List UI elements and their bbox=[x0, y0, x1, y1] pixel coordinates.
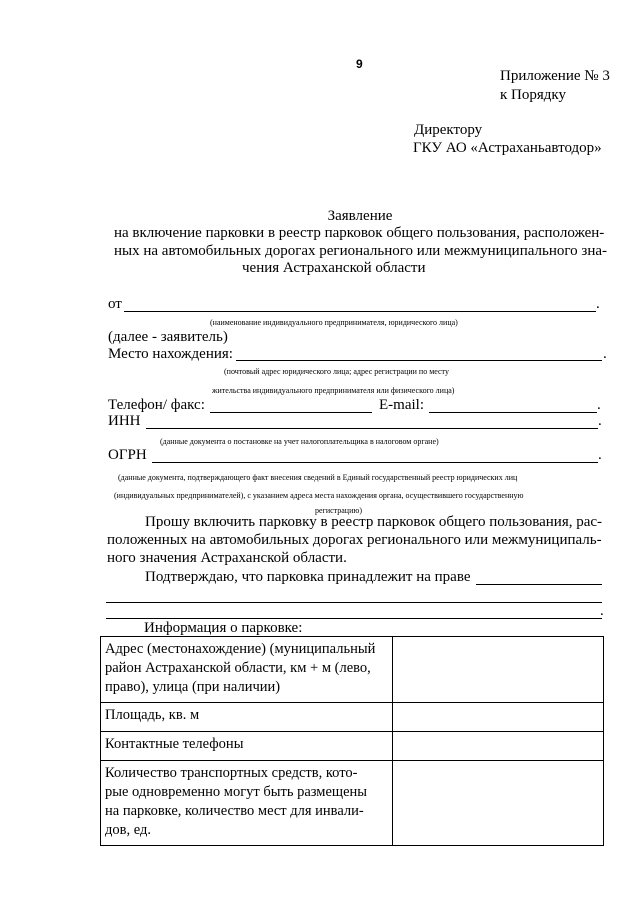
from-label: от bbox=[108, 296, 122, 312]
title-line-1: на включение парковки в реестр парковок общего пользования, расположен- bbox=[114, 225, 605, 241]
phones-value-cell[interactable] bbox=[393, 732, 604, 761]
title-line-2: ных на автомобильных дорогах регионального или межмуниципального зна- bbox=[114, 243, 608, 259]
address-label-cell bbox=[101, 637, 393, 703]
request-line-1: Прошу включить парковку в реестр парковок общего пользования, рас- bbox=[145, 514, 603, 530]
location-end-dot: . bbox=[603, 346, 607, 362]
email-end-dot: . bbox=[597, 397, 601, 413]
phone-field[interactable] bbox=[210, 412, 372, 413]
phones-label-cell bbox=[101, 732, 393, 761]
request-line-2: положенных на автомобильных дорогах регионального или межмуниципаль- bbox=[107, 532, 602, 548]
area-label-cell bbox=[101, 703, 393, 732]
location-caption-1: (почтовый адрес юридического лица; адрес регистрации по месту bbox=[224, 367, 449, 376]
area-label-line: Площадь, кв. м bbox=[105, 707, 200, 723]
capacity-label-line: рые одновременно могут быть размещены bbox=[105, 784, 368, 800]
phones-label-line: Контактные телефоны bbox=[105, 736, 244, 752]
location-field[interactable] bbox=[236, 360, 602, 361]
from-caption: (наименование индивидуального предпринимателя, юридического лица) bbox=[210, 318, 458, 327]
ogrn-label: ОГРН bbox=[108, 447, 147, 463]
request-line-3: ного значения Астраханской области. bbox=[107, 550, 347, 566]
email-label: E-mail: bbox=[379, 397, 424, 413]
capacity-value-cell[interactable] bbox=[393, 761, 604, 846]
parking-info-table bbox=[100, 636, 604, 846]
right-end-dot: . bbox=[600, 603, 604, 619]
title-line-3: чения Астраханской области bbox=[242, 260, 426, 276]
appendix-line-1: Приложение № 3 bbox=[500, 68, 610, 84]
table-row bbox=[101, 761, 604, 846]
capacity-label-line: Количество транспортных средств, кото- bbox=[105, 765, 358, 781]
location-caption-2: жительства индивидуального предпринимателя или физического лица) bbox=[212, 386, 455, 395]
capacity-label-line: дов, ед. bbox=[105, 822, 151, 838]
capacity-label-line: на парковке, количество мест для инвали- bbox=[105, 803, 364, 819]
address-label-line: район Астраханской области, км + м (лево, bbox=[105, 660, 371, 676]
right-field-2[interactable] bbox=[106, 602, 602, 603]
area-value-cell[interactable] bbox=[393, 703, 604, 732]
info-heading: Информация о парковке: bbox=[144, 620, 303, 636]
address-label-line: право), улица (при наличии) bbox=[105, 679, 281, 695]
address-value-cell[interactable] bbox=[393, 637, 604, 703]
table-row bbox=[101, 732, 604, 761]
ogrn-caption-3: регистрацию) bbox=[315, 506, 363, 515]
right-field-1[interactable] bbox=[476, 584, 602, 585]
location-label: Место нахождения: bbox=[108, 346, 233, 362]
table-row bbox=[101, 637, 604, 703]
inn-label: ИНН bbox=[108, 413, 141, 429]
confirm-text: Подтверждаю, что парковка принадлежит на праве bbox=[145, 569, 471, 585]
inn-caption: (данные документа о постановке на учет налогоплательщика в налоговом органе) bbox=[160, 437, 439, 446]
address-label-line: Адрес (местонахождение) (муниципальный bbox=[105, 641, 376, 657]
ogrn-caption-1: (данные документа, подтверждающего факт внесения сведений в Единый государственный реестр юридических лиц bbox=[118, 473, 518, 482]
addressee-line-1: Директору bbox=[414, 122, 483, 138]
ogrn-end-dot: . bbox=[598, 447, 602, 463]
right-field-3[interactable] bbox=[106, 618, 602, 619]
ogrn-field[interactable] bbox=[152, 462, 598, 463]
from-field[interactable] bbox=[124, 311, 596, 312]
capacity-label-cell bbox=[101, 761, 393, 846]
inn-end-dot: . bbox=[598, 413, 602, 429]
addressee-line-2: ГКУ АО «Астраханьавтодор» bbox=[413, 140, 602, 156]
document-title: Заявление bbox=[327, 208, 393, 224]
applicant-note: (далее - заявитель) bbox=[108, 329, 228, 345]
page-number: 9 bbox=[356, 57, 363, 71]
from-end-dot: . bbox=[596, 296, 600, 312]
email-field[interactable] bbox=[429, 412, 597, 413]
ogrn-caption-2: (индивидуальных предпринимателей), с указанием адреса места нахождения органа, осуществившего государственную bbox=[114, 491, 524, 500]
appendix-line-2: к Порядку bbox=[500, 87, 566, 103]
phone-label: Телефон/ факс: bbox=[108, 397, 205, 413]
table-row bbox=[101, 703, 604, 732]
inn-field[interactable] bbox=[146, 428, 598, 429]
